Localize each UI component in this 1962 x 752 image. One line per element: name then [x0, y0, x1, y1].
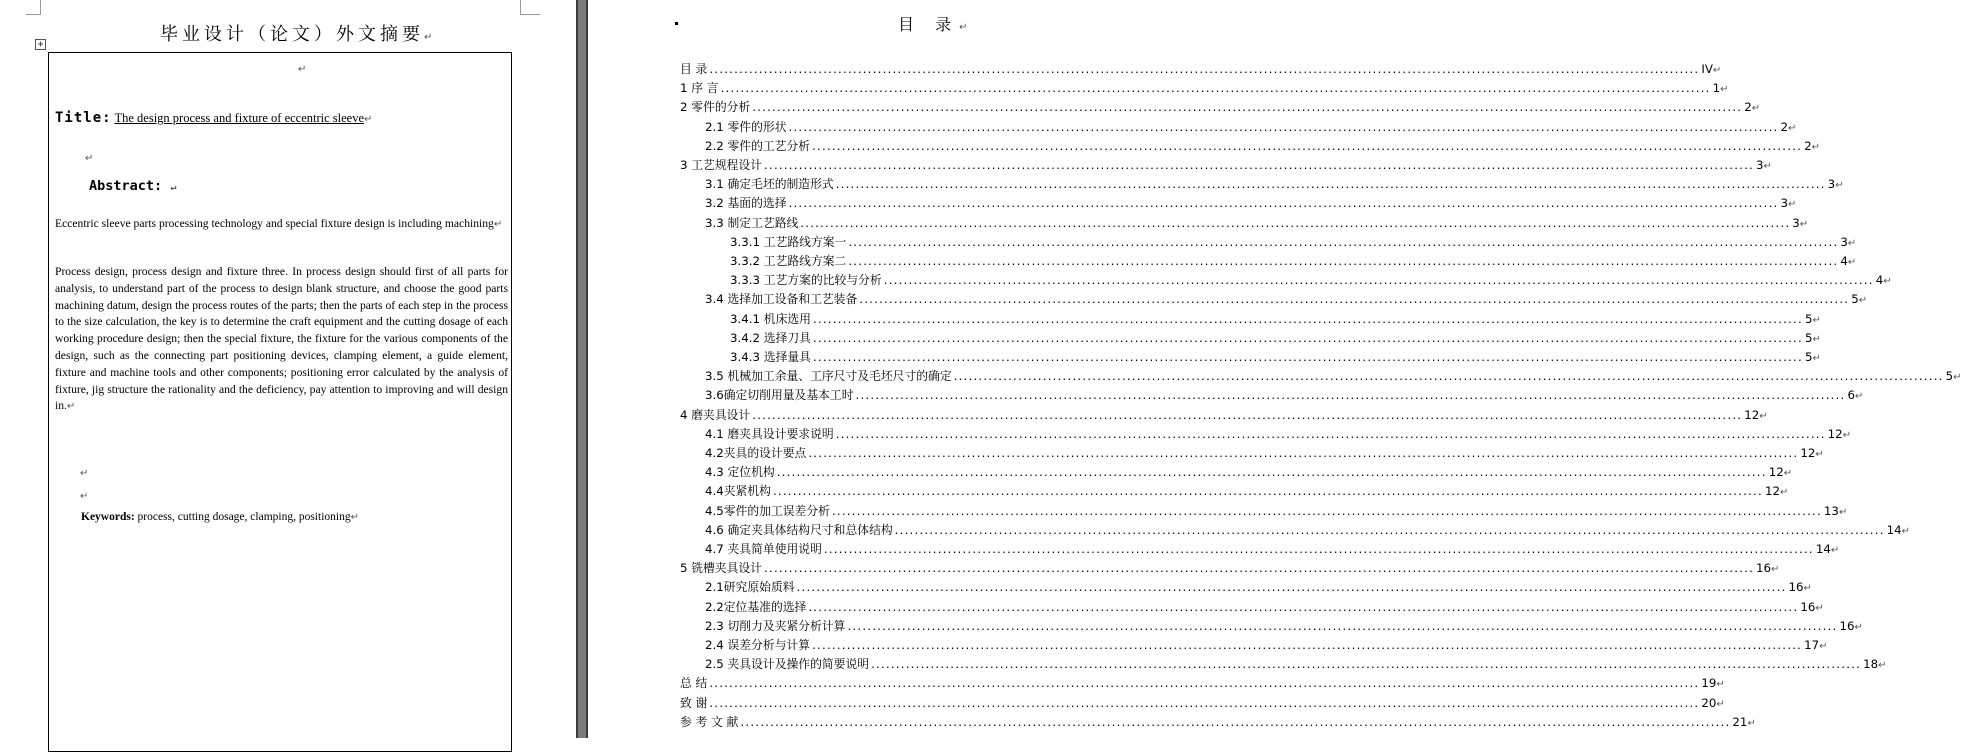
- keywords-label: Keywords:: [81, 511, 135, 523]
- toc-entry: [705, 578, 1812, 596]
- toc-entry-label: 3.1 确定毛坯的制造形式: [705, 177, 834, 192]
- toc-dot-leader: ........................................................................................................................................................................................................: [764, 561, 1755, 576]
- toc-entry-label: 4.2夹具的设计要点: [705, 446, 807, 460]
- paragraph-mark: ↵: [1811, 141, 1820, 153]
- paragraph-mark: ↵: [1771, 564, 1780, 576]
- toc-entry-page: 18: [1863, 657, 1879, 672]
- toc-entry-label: 3.2 基面的选择: [705, 196, 787, 211]
- toc-dot-leader: ........................................................................................................................................................................................................: [808, 599, 1799, 614]
- paragraph-mark: ↵: [1854, 621, 1863, 633]
- toc-entry-label: 4.7 夹具简单使用说明: [705, 542, 822, 556]
- toc-dot-leader: ........................................................................................................................................................................................................: [776, 465, 1767, 480]
- toc-dot-leader: ........................................................................................................................................................................................................: [855, 388, 1846, 403]
- toc-entry: [705, 118, 1797, 136]
- paragraph-mark: ↵: [298, 64, 307, 75]
- table-move-handle-icon[interactable]: +: [35, 39, 46, 50]
- toc-entry-label: 5 铣槽夹具设计: [680, 561, 763, 576]
- toc-entry-label: 3.3.2 工艺路线方案二: [730, 254, 847, 268]
- toc-entry: [730, 233, 1857, 251]
- toc-entry: [730, 252, 1857, 270]
- page-divider: [576, 0, 588, 738]
- toc-dot-leader: ........................................................................................................................................................................................................: [894, 522, 1885, 537]
- paragraph-mark: ↵: [1799, 218, 1809, 230]
- toc-entry: [730, 310, 1821, 328]
- toc-entry: [680, 79, 1729, 97]
- toc-dot-leader: ........................................................................................................................................................................................................: [859, 292, 1850, 307]
- paragraph-mark: ↵: [1842, 429, 1852, 441]
- toc-entry-page: 12: [1800, 446, 1816, 460]
- toc-entry: [705, 463, 1793, 481]
- paragraph-mark: ↵: [1803, 583, 1812, 595]
- paragraph-mark: ↵: [1812, 353, 1821, 364]
- toc-entry: [705, 386, 1864, 404]
- toc-entry-label: 3.3.3 工艺方案的比较与分析: [730, 273, 882, 288]
- toc-entry-page: 5: [1804, 350, 1813, 364]
- toc-dot-leader: ........................................................................................................................................................................................................: [848, 234, 1839, 249]
- toc-dot-leader: ........................................................................................................................................................................................................: [764, 158, 1755, 172]
- toc-entry-page: 2: [1780, 119, 1788, 134]
- toc-entry-page: 3: [1792, 215, 1800, 230]
- toc-entry-page: 14: [1886, 522, 1902, 537]
- toc-entry-page: 16: [1800, 599, 1816, 614]
- toc-dot-leader: ........................................................................................................................................................................................................: [953, 369, 1944, 384]
- toc-entry-label: 2.3 切削力及夹紧分析计算: [705, 618, 846, 633]
- toc-entry-label: 3.6确定切削用量及基本工时: [705, 388, 854, 403]
- toc-entry-label: 4.4夹紧机构: [705, 484, 771, 499]
- toc-entry: [705, 598, 1824, 616]
- toc-entry: [705, 214, 1809, 232]
- toc-dot-leader: ........................................................................................................................................................................................................: [808, 446, 1799, 460]
- toc-entry-page: 3: [1756, 158, 1764, 172]
- toc-entry: [730, 329, 1821, 347]
- paragraph-mark: ↵: [1815, 602, 1824, 614]
- toc-entry: [680, 98, 1761, 116]
- toc-entry-label: 3.4.2 选择刀具: [730, 330, 811, 345]
- toc-entry: [680, 406, 1768, 424]
- crop-mark-top-right-v: [520, 0, 521, 14]
- toc-dot-leader: ........................................................................................................................................................................................................: [883, 273, 1874, 288]
- toc-entry-page: 2: [1744, 100, 1752, 115]
- paragraph-mark: ↵: [85, 153, 94, 164]
- toc-dot-leader: ........................................................................................................................................................................................................: [835, 426, 1826, 441]
- toc-entry: [705, 655, 1887, 673]
- toc-entry-label: 4.6 确定夹具体结构尺寸和总体结构: [705, 522, 893, 537]
- toc-entry-label: 3 工艺规程设计: [680, 158, 763, 172]
- toc-entry-page: IV: [1701, 62, 1713, 76]
- toc-entry-label: 3.5 机械加工余量、工序尺寸及毛坯尺寸的确定: [705, 369, 952, 384]
- paragraph-mark: ↵: [1815, 449, 1824, 460]
- toc-entry: [705, 290, 1868, 308]
- toc-dot-leader: ........................................................................................................................................................................................................: [871, 657, 1862, 672]
- toc-entry-label: 2 零件的分析: [680, 100, 751, 115]
- paragraph-mark: ↵: [80, 491, 89, 502]
- right-document-page: [588, 0, 1962, 738]
- toc-entry-label: 3.4.3 选择量具: [730, 350, 811, 364]
- toc-entry-page: 13: [1823, 503, 1839, 518]
- toc-entry-label: 2.1研究原始质料: [705, 580, 795, 595]
- toc-entry: [680, 694, 1725, 712]
- thesis-title-text: The design process and fixture of eccentric sleeve: [114, 111, 365, 125]
- toc-entry: [680, 713, 1756, 731]
- paragraph-mark: ↵: [1835, 180, 1844, 192]
- paragraph-mark: ↵: [1847, 237, 1857, 249]
- keywords-line: Keywords: process, cutting dosage, clamping, positioning↵: [81, 511, 359, 523]
- paragraph-mark: ↵: [1883, 276, 1892, 288]
- abstract-page-title: 毕业设计（论文）外文摘要↵: [160, 24, 437, 45]
- toc-dot-leader: ........................................................................................................................................................................................................: [788, 196, 1779, 211]
- toc-entry-page: 14: [1815, 542, 1831, 556]
- toc-dot-leader: ........................................................................................................................................................................................................: [835, 177, 1826, 192]
- toc-entry-page: 3: [1827, 177, 1836, 192]
- toc-heading: 目 录↵: [898, 15, 976, 34]
- paragraph-mark: ↵: [1812, 333, 1821, 345]
- toc-dot-leader: ........................................................................................................................................................................................................: [709, 676, 1700, 691]
- toc-entry-page: 6: [1847, 388, 1856, 403]
- paragraph-mark: ↵: [1783, 468, 1793, 480]
- toc-entry-label: 参 考 文 献: [680, 714, 739, 729]
- toc-entry-page: 1: [1712, 81, 1721, 96]
- toc-entry: [680, 559, 1780, 577]
- toc-entry: [705, 482, 1789, 500]
- toc-entry: [705, 194, 1797, 212]
- crop-mark-top-left-h: [26, 14, 41, 15]
- paragraph-mark: ↵: [1847, 257, 1857, 268]
- toc-entry-page: 16: [1839, 618, 1855, 633]
- toc-dot-leader: ........................................................................................................................................................................................................: [812, 350, 1803, 364]
- bullet-dot: [675, 22, 678, 25]
- paragraph-mark: ↵: [1716, 679, 1725, 691]
- toc-dot-leader: ........................................................................................................................................................................................................: [847, 618, 1838, 633]
- thesis-title-line: Title: The design process and fixture of eccentric sleeve↵: [55, 110, 373, 126]
- toc-entry-page: 3: [1780, 196, 1788, 211]
- toc-entry-page: 20: [1701, 695, 1717, 710]
- toc-entry-page: 21: [1732, 714, 1748, 729]
- toc-entry-label: 3.4.1 机床选用: [730, 311, 811, 326]
- toc-entry: [680, 156, 1772, 174]
- toc-entry-page: 12: [1768, 465, 1784, 480]
- toc-entry-label: 目 录: [680, 62, 708, 76]
- paragraph-mark: ↵: [80, 468, 89, 479]
- toc-dot-leader: ........................................................................................................................................................................................................: [800, 215, 1791, 230]
- title-label: Title:: [55, 110, 112, 126]
- toc-dot-leader: ........................................................................................................................................................................................................: [812, 330, 1803, 345]
- paragraph-mark: ↵: [1838, 506, 1848, 518]
- paragraph-mark: ↵: [1788, 122, 1797, 134]
- toc-entry-label: 2.1 零件的形状: [705, 119, 787, 134]
- toc-dot-leader: ........................................................................................................................................................................................................: [752, 407, 1743, 422]
- toc-entry: [705, 175, 1844, 193]
- toc-entry-page: 5: [1945, 369, 1954, 384]
- toc-dot-leader: ........................................................................................................................................................................................................: [812, 311, 1803, 326]
- toc-entry-label: 4 磨夹具设计: [680, 407, 751, 422]
- toc-entry: [705, 521, 1911, 539]
- toc-entry-label: 4.5零件的加工误差分析: [705, 503, 830, 518]
- toc-entry-label: 2.2 零件的工艺分析: [705, 138, 811, 153]
- paragraph-mark: ↵: [1747, 717, 1756, 729]
- paragraph-mark: ↵: [1819, 641, 1828, 652]
- toc-entry: [705, 636, 1828, 654]
- toc-entry-page: 12: [1744, 407, 1760, 422]
- toc-entry-label: 4.1 磨夹具设计要求说明: [705, 426, 834, 441]
- crop-mark-top-right-h: [520, 14, 540, 15]
- toc-dot-leader: ........................................................................................................................................................................................................: [848, 254, 1839, 268]
- abstract-paragraph-2: Process design, process design and fixture three. In process design should first of all parts for analysis, to understand part of the process to design blank structure, and choose the good parts machining datum, design the process routes of the parts; then the parts of each step in the process to the size calculation, the key is to determine the craft equipment and the cutting dosage of each working procedure design; then the special fixture, the fixture for the various components of the design, such as the connecting part positioning devices, clamping element, a guide element, fixture and machine tools and other components; positioning error calculated by the analysis of fixture, jig structure the rationality and the deficiency, pay attention to improving and will design in.↵: [55, 265, 508, 413]
- toc-dot-leader: ........................................................................................................................................................................................................: [709, 62, 1700, 76]
- toc-entry: [680, 674, 1725, 692]
- toc-entry-page: 4: [1875, 273, 1884, 288]
- toc-entry-label: 1 序 言: [680, 81, 719, 96]
- toc-entry-label: 3.4 选择加工设备和工艺装备: [705, 292, 858, 307]
- toc-entry-page: 2: [1804, 138, 1812, 153]
- toc-entry: [680, 60, 1722, 78]
- paragraph-mark: ↵: [1812, 314, 1821, 326]
- toc-entry-page: 16: [1756, 561, 1772, 576]
- paragraph-mark: ↵: [1788, 199, 1797, 211]
- toc-entry: [705, 617, 1863, 635]
- toc-entry-page: 5: [1804, 330, 1813, 345]
- crop-mark-top-left-v: [40, 0, 41, 14]
- paragraph-mark: ↵: [1716, 698, 1725, 710]
- toc-entry-page: 16: [1788, 580, 1804, 595]
- toc-dot-leader: ........................................................................................................................................................................................................: [772, 484, 1763, 499]
- paragraph-mark: ↵: [1751, 103, 1761, 115]
- toc-entry-page: 17: [1804, 638, 1820, 652]
- paragraph-mark: ↵: [1712, 65, 1722, 76]
- toc-entry-label: 3.3 制定工艺路线: [705, 215, 799, 230]
- toc-entry-page: 4: [1840, 254, 1848, 268]
- toc-entry: [705, 502, 1848, 520]
- toc-dot-leader: ........................................................................................................................................................................................................: [812, 638, 1803, 652]
- toc-dot-leader: ........................................................................................................................................................................................................: [720, 81, 1711, 96]
- toc-entry: [705, 444, 1824, 462]
- toc-entry: [730, 348, 1821, 366]
- toc-entry: [705, 137, 1820, 155]
- toc-entry: [730, 271, 1892, 289]
- abstract-paragraph-1: Eccentric sleeve parts processing technology and special fixture design is including machining↵: [55, 217, 503, 230]
- toc-dot-leader: ........................................................................................................................................................................................................: [812, 138, 1803, 153]
- toc-entry-page: 5: [1851, 292, 1859, 307]
- toc-entry-page: 5: [1804, 311, 1813, 326]
- toc-entry-label: 2.4 误差分析与计算: [705, 638, 811, 652]
- toc-entry-page: 12: [1764, 484, 1780, 499]
- paragraph-mark: ↵: [1901, 525, 1911, 537]
- paragraph-mark: ↵: [1759, 410, 1768, 422]
- toc-dot-leader: ........................................................................................................................................................................................................: [752, 100, 1743, 115]
- keywords-text: process, cutting dosage, clamping, positioning: [134, 511, 351, 523]
- paragraph-mark: ↵: [1855, 391, 1864, 403]
- toc-entry: [705, 540, 1840, 558]
- toc-dot-leader: ........................................................................................................................................................................................................: [788, 119, 1779, 134]
- toc-dot-leader: ........................................................................................................................................................................................................: [709, 695, 1700, 710]
- toc-dot-leader: ........................................................................................................................................................................................................: [823, 542, 1814, 556]
- toc-entry-page: 19: [1701, 676, 1717, 691]
- paragraph-mark: ↵: [1878, 660, 1887, 672]
- toc-entry-label: 总 结: [680, 676, 708, 691]
- toc-entry-label: 致 谢: [680, 695, 708, 710]
- paragraph-mark: ↵: [1779, 487, 1789, 499]
- toc-entry: [705, 367, 1962, 385]
- toc-entry-label: 2.5 夹具设计及操作的简要说明: [705, 657, 870, 672]
- toc-entry-page: 12: [1827, 426, 1843, 441]
- paragraph-mark: ↵: [1720, 84, 1729, 96]
- paragraph-mark: ↵: [1858, 295, 1868, 307]
- toc-entry: [705, 425, 1852, 443]
- toc-dot-leader: ........................................................................................................................................................................................................: [740, 714, 1731, 729]
- abstract-heading: Abstract: ↵: [89, 178, 177, 194]
- paragraph-mark: ↵: [1830, 545, 1840, 556]
- toc-entry-label: 3.3.1 工艺路线方案一: [730, 234, 847, 249]
- toc-dot-leader: ........................................................................................................................................................................................................: [831, 503, 1822, 518]
- toc-dot-leader: ........................................................................................................................................................................................................: [796, 580, 1787, 595]
- left-document-page: [0, 0, 576, 738]
- paragraph-mark: ↵: [1953, 372, 1962, 384]
- toc-entry-label: 2.2定位基准的选择: [705, 599, 807, 614]
- toc-entry-page: 3: [1840, 234, 1848, 249]
- toc-entry-label: 4.3 定位机构: [705, 465, 775, 480]
- paragraph-mark: ↵: [1763, 161, 1772, 172]
